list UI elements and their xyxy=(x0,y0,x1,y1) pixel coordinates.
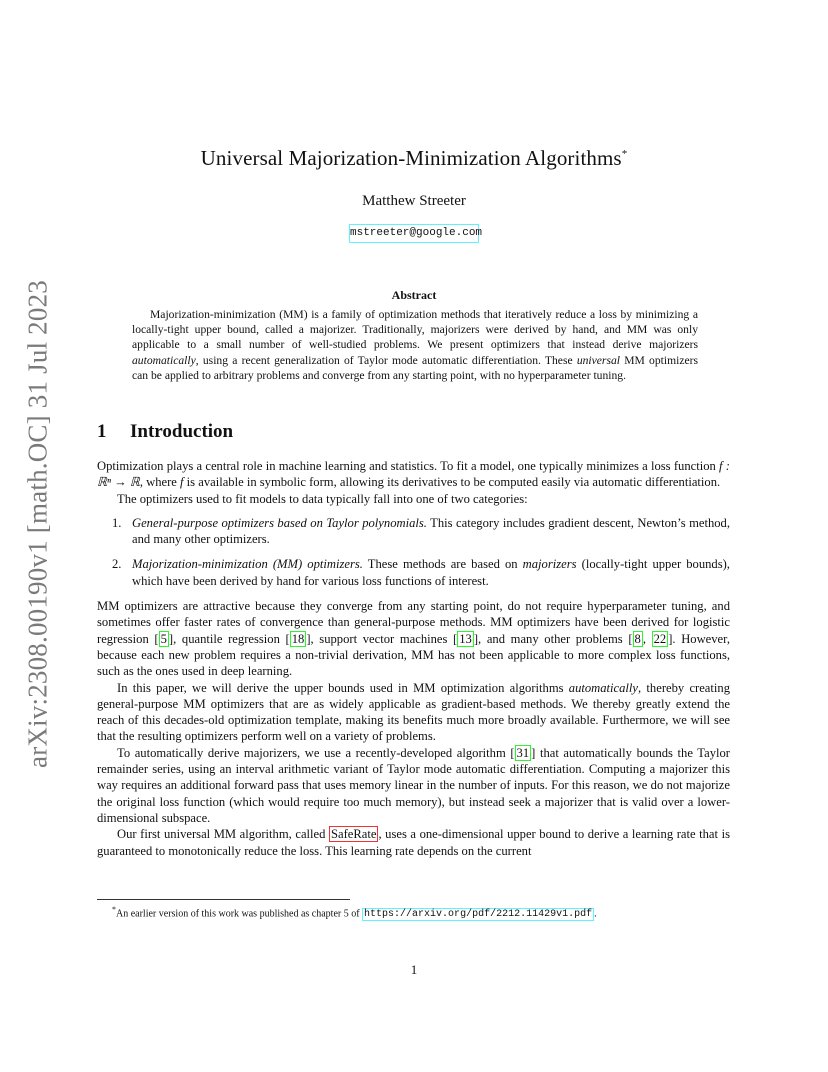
text-run: is available in symbolic form, allowing its derivatives to be computed easily via automatic differentiation. xyxy=(183,475,721,490)
citation-link[interactable]: 5 xyxy=(160,631,167,646)
citation-link[interactable]: 31 xyxy=(516,745,530,760)
text-run: MM optimizers are attractive because they converge from any starting point, do not require hyperparameter tuning, and sometimes offer faster rates of convergence than general-purpose methods. MM optimizers have been derived for logistic regression xyxy=(97,599,730,646)
footnote xyxy=(112,903,597,922)
citation-link[interactable]: 8 xyxy=(634,631,641,646)
text-run: , support vector machines xyxy=(310,631,454,646)
text-run: Optimization plays a central role in machine learning and statistics. To fit a model, one typically minimizes a loss function xyxy=(97,459,720,473)
footnote-text: An earlier version of this work was published as chapter 5 of xyxy=(116,908,363,920)
intro-paragraph-2: The optimizers used to fit models to data typically fall into one of two categories: xyxy=(117,491,528,506)
page-number: 1 xyxy=(410,962,418,977)
text-run: , quantile regression xyxy=(173,631,286,646)
intro-paragraph-4 xyxy=(97,680,730,745)
abstract-emphasis-1: automatically xyxy=(132,353,196,367)
footnote-divider xyxy=(97,899,350,900)
text-run: To automatically derive majorizers, we use a recently-developed algorithm xyxy=(117,745,511,760)
footnote-end: . xyxy=(594,908,597,920)
list-marker: 2. xyxy=(112,557,122,572)
section-title: Introduction xyxy=(130,421,234,442)
text-run: , uses a one-dimensional upper bound to derive a learning rate that is guaranteed to monotonically reduce the loss. This learning rate depends on the current xyxy=(97,827,730,858)
intro-paragraph-1 xyxy=(97,458,730,491)
list-item-emphasis: majorizers xyxy=(522,557,577,572)
intro-paragraph-5: To automatically derive majorizers, we use a recently-developed algorithm [ 31 ] that automatically bounds the Taylor remainder series, using an interval arithmetic variant of Taylor mode automatic differentiation. Computing a majorizer this way requires an additional forward pass that uses memory linear in the number of inputs. For this reason, we do not majorize the original loss function (which would require too much memory), but instead seek a majorizer that is valid over a lower-dimensional subspace. xyxy=(97,745,730,825)
text-run: , and many other problems [ xyxy=(478,631,633,646)
list-item-text: These methods are based on xyxy=(362,557,523,572)
text-run: In this paper, we will derive the upper bounds used in MM optimization algorithms xyxy=(117,680,569,695)
title-text: Universal Majorization-Minimization Algorithms xyxy=(200,146,622,170)
emphasis: automatically xyxy=(568,680,639,695)
section-heading-introduction xyxy=(97,421,233,443)
list-item-text: This category includes gradient descent, Newton’s method, and many other optimizers. xyxy=(132,515,730,547)
category-list xyxy=(97,515,730,589)
math-inline: f xyxy=(180,475,184,490)
citation-link[interactable]: 13 xyxy=(459,631,472,646)
section-number: 1 xyxy=(97,421,107,442)
intro-paragraph-3: MM optimizers are attractive because they converge from any starting point, do not require hyperparameter tuning, and sometimes offer faster rates of convergence than general-purpose methods. MM optimizers have been derived for logistic regression [ 5 ], quantile regression [ 18 ], support vector machines [ 13 ], and many other problems [ 8 , 22 ]. However, because each new problem requires a non-trivial derivation, MM has not been applicable to more complex loss functions, such as the ones used in deep learning. xyxy=(97,599,730,679)
citation-link[interactable]: 18 xyxy=(291,631,305,646)
math-inline: f : ℝⁿ → ℝ xyxy=(97,459,730,490)
abstract-body xyxy=(132,307,698,383)
text-run: that automatically bounds the Taylor remainder series, using an interval arithmetic variant of Taylor mode automatic differentiation. Computing a majorizer this way requires an additional forward pass that uses memory linear in the number of inputs. For this reason, we do not majorize the original loss function (which would require too much memory), but instead seek a majorizer that is valid over a lower-dimensional subspace. xyxy=(97,745,730,825)
title-footnote-mark[interactable]: * xyxy=(621,148,628,160)
text-run: , where xyxy=(139,475,181,490)
author-email-link[interactable]: mstreeter@google.com xyxy=(349,224,479,243)
intro-paragraph-6 xyxy=(97,826,730,859)
abstract-text-1: Majorization-minimization (MM) is a family of optimization methods that iteratively reduce a loss by minimizing a locally-tight upper bound, called a majorizer. Traditionally, majorizers were derived by hand, and MM was only applicable to a small number of well-studied problems. We present optimizers that instead derive majorizers xyxy=(132,308,698,352)
arxiv-sidebar xyxy=(18,274,58,774)
abstract-text-3: MM optimizers can be applied to arbitrary problems and converge from any starting point, with no hyperparameter tuning. xyxy=(132,353,698,382)
abstract-heading: Abstract xyxy=(391,288,437,302)
list-item-text: (locally-tight upper bounds), which have been derived by hand for various loss functions of interest. xyxy=(132,557,730,588)
saferate-link[interactable]: SafeRate xyxy=(330,827,377,842)
text-run: ]. However, because each new problem requires a non-trivial derivation, MM has not been applicable to more complex loss functions, such as the ones used in deep learning. xyxy=(97,631,730,679)
list-marker: 1. xyxy=(112,515,122,530)
footnote-url-link[interactable]: https://arxiv.org/pdf/2212.11429v1.pdf xyxy=(364,909,593,921)
list-item-emphasis: General-purpose optimizers based on Taylor polynomials. xyxy=(132,515,427,530)
list-item xyxy=(97,556,730,589)
footnote-mark: * xyxy=(112,905,116,914)
paper-title xyxy=(0,146,828,171)
arxiv-identifier[interactable]: arXiv:2308.00190v1 [math.OC] 31 Jul 2023 xyxy=(22,280,53,768)
list-item-emphasis: Majorization-minimization (MM) optimizers. xyxy=(132,557,363,572)
text-run: , thereby creating general-purpose MM optimizers that are as widely applicable as gradient-based methods. We thereby greatly extend the reach of this decades-old optimization template, making its benefits much more broadly available. Furthermore, we will see that the resulting optimizers perform well on a variety of problems. xyxy=(97,680,730,744)
citation-link[interactable]: 22 xyxy=(653,631,667,646)
abstract-text-2: , using a recent generalization of Taylor mode automatic differentiation. These xyxy=(195,353,577,367)
abstract-emphasis-2: universal xyxy=(576,353,620,367)
list-item xyxy=(97,515,730,548)
author-name: Matthew Streeter xyxy=(362,193,466,209)
intro-body xyxy=(97,458,730,859)
text-run: Our first universal MM algorithm, called xyxy=(117,827,329,842)
